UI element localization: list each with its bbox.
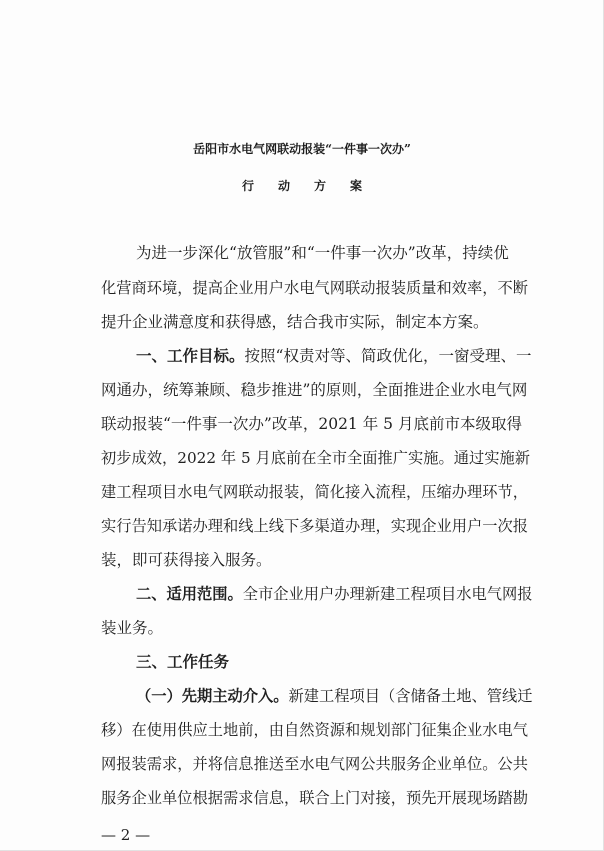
task1-line-1 bbox=[136, 689, 533, 704]
task1-line-2: 移）在使用供应土地前，由自然资源和规划部门征集企业水电气 bbox=[101, 721, 528, 739]
goal-line-3: 联动报装“一件事一次办”改革，2021 年 5 月底前市本级取得 bbox=[101, 415, 522, 433]
goal-line-5: 建工程项目水电气网联动报装，简化接入流程，压缩办理环节， bbox=[101, 483, 528, 501]
intro-line-1: 为进一步深化“放管服”和“一件事一次办”改革，持续优 bbox=[136, 244, 509, 262]
scope-line-1 bbox=[136, 587, 533, 602]
task1-text-1: 新建工程项目（含储备土地、管线迁 bbox=[288, 687, 533, 705]
intro-line-2: 化营商环境，提高企业用户水电气网联动报装质量和效率，不断 bbox=[101, 279, 528, 297]
goal-line-7: 装，即可获得接入服务。 bbox=[101, 551, 272, 569]
document-title: 岳阳市水电气网联动报装“一件事一次办” bbox=[193, 142, 411, 156]
scope-line-2: 装业务。 bbox=[101, 619, 164, 637]
tasks-heading: 三、工作任务 bbox=[136, 653, 230, 671]
goal-text-1: 按照“权责对等、简政优化，一窗受理、一 bbox=[244, 347, 532, 365]
goal-heading: 一、工作目标。 bbox=[136, 347, 245, 365]
task1-line-3: 网报装需求，并将信息推送至水电气网公共服务企业单位。公共 bbox=[101, 755, 528, 773]
page-number: — 2 — bbox=[101, 826, 151, 844]
goal-line-4: 初步成效，2022 年 5 月底前在全市全面推广实施。通过实施新 bbox=[101, 449, 531, 467]
task1-line-4: 服务企业单位根据需求信息，联合上门对接，预先开展现场踏勘 bbox=[101, 789, 528, 807]
goal-line-1 bbox=[136, 349, 531, 365]
goal-line-2: 网通办，统筹兼顾、稳步推进”的原则，全面推进企业水电气网 bbox=[101, 381, 528, 399]
scope-heading: 二、适用范围。 bbox=[136, 585, 243, 603]
goal-line-6: 实行告知承诺办理和线上线下多渠道办理，实现企业用户一次报 bbox=[101, 517, 528, 535]
scope-text-1: 全市企业用户办理新建工程项目水电气网报 bbox=[242, 585, 533, 603]
document-subtitle: 行动方案 bbox=[241, 179, 386, 193]
task1-heading: （一）先期主动介入。 bbox=[136, 687, 289, 705]
intro-line-3: 提升企业满意度和获得感，结合我市实际，制定本方案。 bbox=[101, 313, 489, 331]
